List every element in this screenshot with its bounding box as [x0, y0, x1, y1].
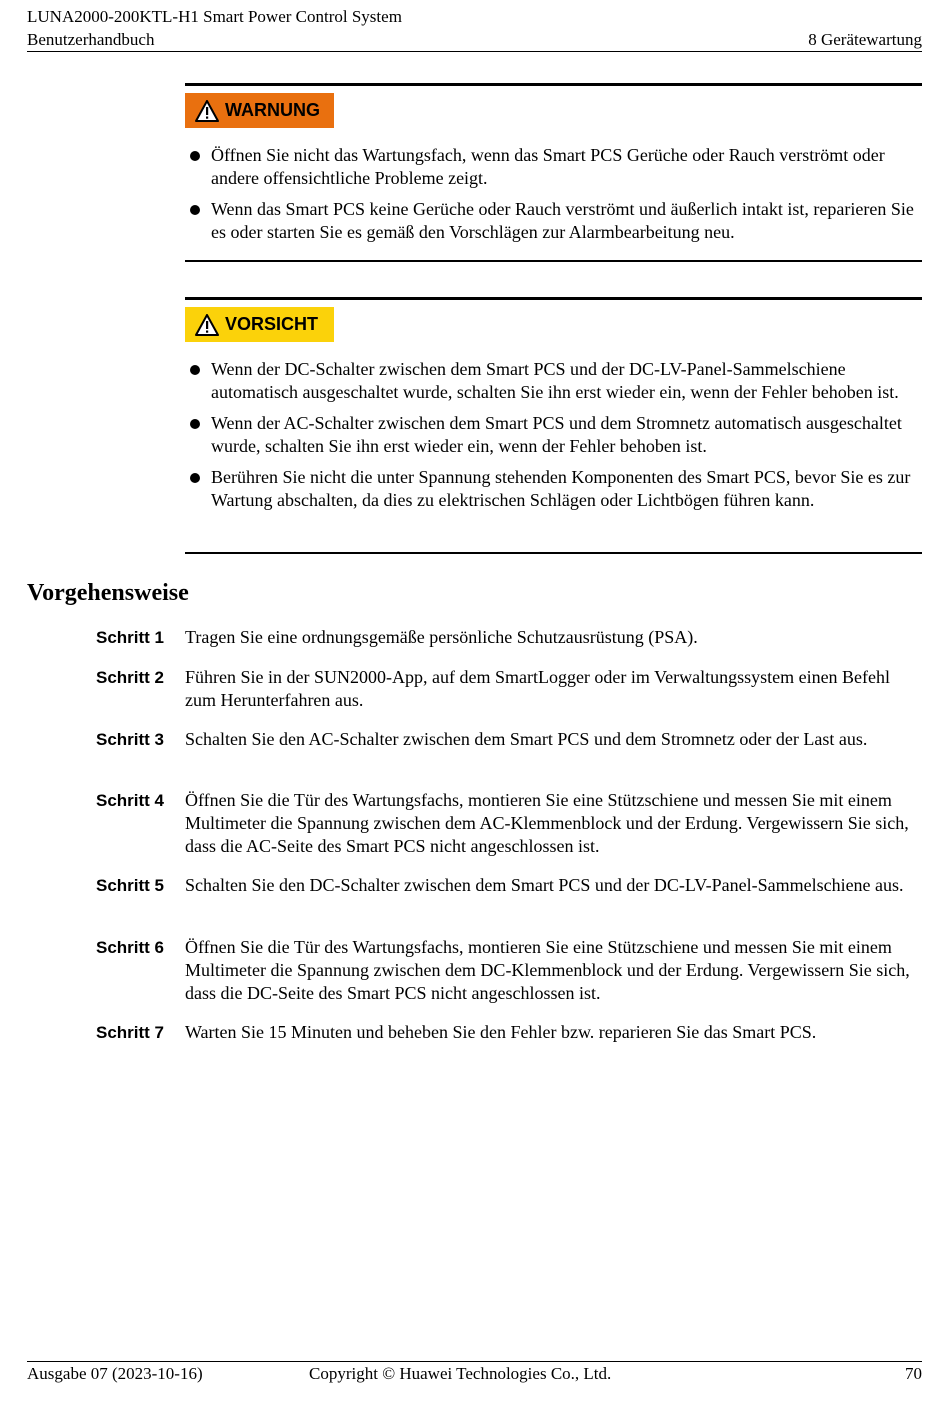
list-item: Berühren Sie nicht die unter Spannung stehenden Komponenten des Smart PCS, bevor Sie es zur Wartung abschalten, da dies zu elektrischen Schlägen oder Lichtbögen führen kann. — [185, 466, 922, 512]
page-footer — [27, 1361, 922, 1388]
step-item — [96, 626, 922, 649]
step-label: Schritt 6 — [96, 938, 165, 957]
list-item: Öffnen Sie nicht das Wartungsfach, wenn das Smart PCS Gerüche oder Rauch verströmt oder andere offensichtliche Probleme zeigt. — [185, 144, 922, 190]
step-item — [96, 789, 922, 858]
bullet-icon — [190, 205, 200, 215]
step-text: Öffnen Sie die Tür des Wartungsfachs, montieren Sie eine Stützschiene und messen Sie mit einem Multimeter die Spannung zwischen dem DC-Klemmenblock und der Erdung. Vergewissern Sie sich, dass die DC-Seite des Smart PCS nicht angeschlossen ist. — [185, 937, 910, 1003]
step-item — [96, 728, 922, 751]
step-item — [96, 1021, 922, 1044]
header-product: LUNA2000-200KTL-H1 Smart Power Control System — [27, 7, 402, 26]
bullet-icon — [190, 365, 200, 375]
step-label: Schritt 7 — [96, 1023, 165, 1042]
step-item — [96, 666, 922, 712]
step-text: Öffnen Sie die Tür des Wartungsfachs, montieren Sie eine Stützschiene und messen Sie mit einem Multimeter die Spannung zwischen dem AC-Klemmenblock und der Erdung. Vergewissern Sie sich, dass die AC-Seite des Smart PCS nicht angeschlossen ist. — [185, 790, 909, 856]
step-item — [96, 874, 922, 897]
page-header — [27, 6, 922, 52]
caution-list — [185, 358, 922, 520]
warning-badge — [185, 93, 334, 128]
bullet-icon — [190, 473, 200, 483]
list-item: Wenn der DC-Schalter zwischen dem Smart PCS und der DC-LV-Panel-Sammelschiene automatisch ausgeschaltet wurde, schalten Sie ihn erst wieder ein, wenn der Fehler behoben ist. — [185, 358, 922, 404]
step-item — [96, 936, 922, 1005]
warning-triangle-icon — [195, 314, 219, 336]
warning-label: WARNUNG — [225, 100, 320, 120]
step-text: Warten Sie 15 Minuten und beheben Sie den Fehler bzw. reparieren Sie das Smart PCS. — [185, 1022, 817, 1042]
step-label: Schritt 2 — [96, 668, 165, 687]
caution-label: VORSICHT — [225, 314, 319, 334]
section-title: Vorgehensweise — [27, 580, 189, 606]
header-chapter: 8 Gerätewartung — [808, 30, 922, 49]
page-number: 70 — [905, 1364, 922, 1383]
footer-edition: Ausgabe 07 (2023-10-16) — [27, 1364, 203, 1383]
step-text: Führen Sie in der SUN2000-App, auf dem SmartLogger oder im Verwaltungssystem einen Befehl zum Herunterfahren aus. — [185, 667, 891, 710]
caution-badge — [185, 307, 334, 342]
step-text: Tragen Sie eine ordnungsgemäße persönliche Schutzausrüstung (PSA). — [185, 627, 698, 647]
step-label: Schritt 4 — [96, 791, 165, 810]
list-item: Wenn das Smart PCS keine Gerüche oder Rauch verströmt und äußerlich intakt ist, reparieren Sie es oder starten Sie es gemäß den Vorschlägen zur Alarmbearbeitung neu. — [185, 198, 922, 244]
step-text: Schalten Sie den AC-Schalter zwischen dem Smart PCS und dem Stromnetz oder der Last aus. — [185, 729, 868, 749]
bullet-icon — [190, 419, 200, 429]
step-text: Schalten Sie den DC-Schalter zwischen dem Smart PCS und der DC-LV-Panel-Sammelschiene aus. — [185, 875, 904, 895]
step-label: Schritt 1 — [96, 628, 165, 647]
warning-list — [185, 144, 922, 252]
caution-notice — [185, 297, 922, 554]
step-label: Schritt 5 — [96, 876, 165, 895]
warning-triangle-icon — [195, 100, 219, 122]
warning-notice — [185, 83, 922, 262]
list-item: Wenn der AC-Schalter zwischen dem Smart PCS und dem Stromnetz automatisch ausgeschaltet wurde, schalten Sie ihn erst wieder ein, wenn der Fehler behoben ist. — [185, 412, 922, 458]
footer-copyright: Copyright © Huawei Technologies Co., Ltd. — [309, 1364, 612, 1383]
bullet-icon — [190, 151, 200, 161]
header-doc-type: Benutzerhandbuch — [27, 30, 155, 49]
step-label: Schritt 3 — [96, 730, 165, 749]
